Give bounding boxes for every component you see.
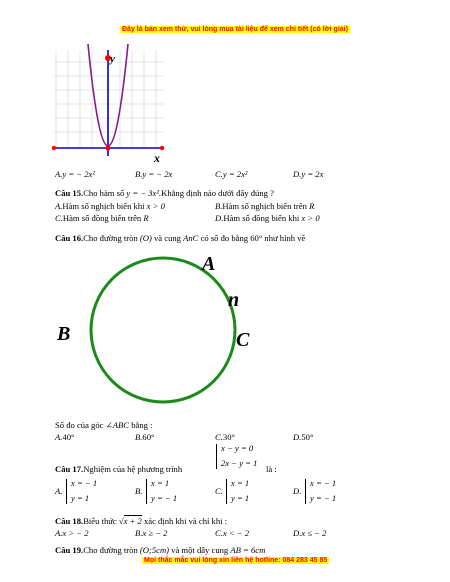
q17-system-eq2: 2x − y = 1 xyxy=(221,458,258,468)
q17-system-eq1: x − y = 0 xyxy=(221,443,254,453)
q16-option-c: C.30° xyxy=(215,432,235,442)
q17-option-b-letter: B. xyxy=(135,486,143,496)
q17-option-a-letter: A. xyxy=(55,486,63,496)
q16-option-a: A.40° xyxy=(55,432,75,442)
q15-option-d: D.Hàm số đồng biến khi x > 0 xyxy=(215,213,320,223)
point-b-label: B xyxy=(57,323,71,345)
q16-option-b: B.60° xyxy=(135,432,155,442)
q18-option-c: C.x < − 2 xyxy=(215,528,250,538)
q18-option-a: A.x > − 2 xyxy=(55,528,89,538)
q15-question: Câu 15.Cho hàm số y = − 3x².Khẳng định nào dưới đây đúng ? xyxy=(55,188,274,198)
parabola-graph xyxy=(50,42,170,164)
q14-option-a: A.y = − 2x² xyxy=(55,169,95,179)
arc-n-label: n xyxy=(228,289,240,311)
q18-option-b: B.x ≥ − 2 xyxy=(135,528,168,538)
header-banner: Đây là bản xem thử, vui lòng mua tài liệu để xem chi tiết (có lời giải) xyxy=(122,26,348,33)
graph-y-label: y xyxy=(110,53,115,65)
q16-circle-figure xyxy=(88,255,238,405)
q15-option-b: B.Hàm số nghịch biến trên R xyxy=(215,201,315,211)
q16-subquestion: Số đo của góc ∠ABC bằng : xyxy=(55,420,153,430)
q14-option-c: C.y = 2x² xyxy=(215,169,248,179)
q18-option-d: D.x ≤ − 2 xyxy=(293,528,327,538)
origin-point xyxy=(105,145,110,150)
graph-x-label: x xyxy=(154,151,160,164)
q17-option-c-letter: C. xyxy=(215,486,223,496)
q15-option-a: A.Hàm số nghịch biến khi x > 0 xyxy=(55,201,165,211)
q17-question: Câu 17.Nghiệm của hệ phương trình xyxy=(55,464,183,474)
q17-option-d-letter: D. xyxy=(293,486,302,496)
point-c-label: C xyxy=(236,329,250,351)
q16-option-d: D.50° xyxy=(293,432,314,442)
q18-question: Câu 18.Biểu thức √x + 2 xác định khi và chỉ khi : xyxy=(55,516,228,526)
q14-option-b: B.y = − 2x xyxy=(135,169,173,179)
footer-banner: Mọi thắc mắc vui lòng xin liên hệ hotline: 084 283 45 85 xyxy=(144,557,328,564)
q17-system-brace xyxy=(216,444,217,469)
q17-question-end: là : xyxy=(266,464,277,474)
q19-question: Câu 19.Cho đường tròn (O;5cm) và một dây cung AB = 6cm xyxy=(55,545,266,555)
point-a-label: A xyxy=(202,253,216,275)
q14-option-d: D.y = 2x xyxy=(293,169,324,179)
sqrt-expression: √x + 2 xyxy=(118,516,142,526)
q16-question: Câu 16.Cho đường tròn (O) và cung AnC có số đo bằng 60° như hình vẽ xyxy=(55,233,306,243)
q15-option-c: C.Hàm số đồng biến trên R xyxy=(55,213,149,223)
